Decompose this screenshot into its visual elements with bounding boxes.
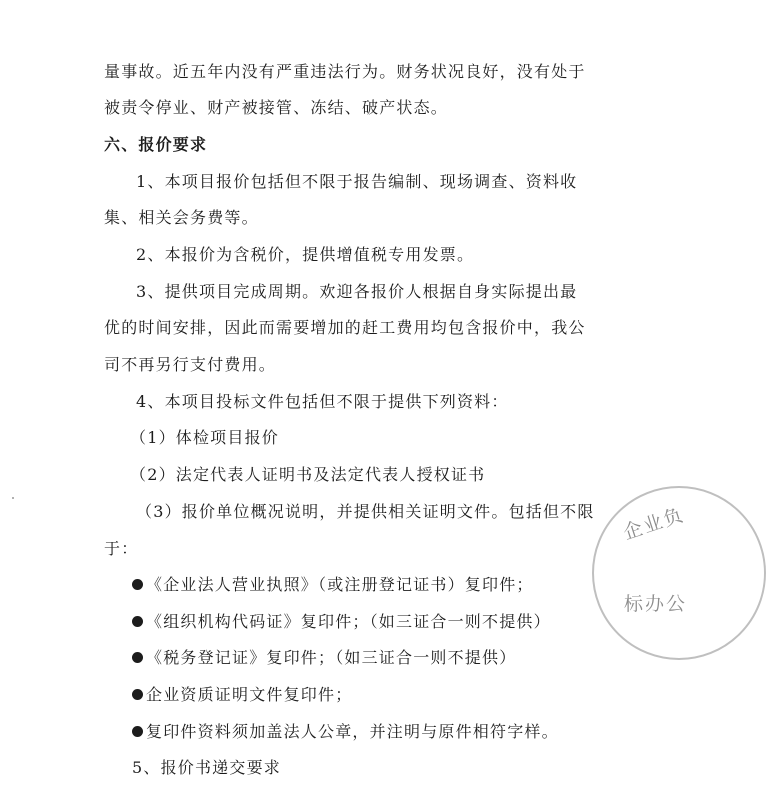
paragraph-line: 4、本项目投标文件包括但不限于提供下列资料： — [136, 392, 509, 411]
paragraph-line: 5、报价书递交要求 — [132, 758, 281, 777]
seal-stamp-text: 企业负 — [620, 503, 688, 545]
bullet-item — [132, 722, 559, 742]
paragraph-line: 被责令停业、财产被接管、冻结、破产状态。 — [104, 98, 449, 117]
paragraph-line: 2、本报价为含税价，提供增值税专用发票。 — [136, 245, 475, 264]
paragraph-line: 司不再另行支付费用。 — [104, 355, 277, 374]
list-item: （2）法定代表人证明书及法定代表人授权证书 — [130, 465, 486, 484]
bullet-text: 复印件资料须加盖法人公章，并注明与原件相符字样。 — [146, 722, 559, 741]
paragraph-line: 集、相关会务费等。 — [104, 208, 259, 227]
bullet-text: 《税务登记证》复印件；（如三证合一则不提供） — [146, 648, 517, 667]
paragraph-line: 于： — [104, 539, 139, 558]
bullet-text: 企业资质证明文件复印件； — [146, 685, 353, 704]
paragraph-line: 1、本项目报价包括但不限于报告编制、现场调查、资料收 — [136, 172, 578, 191]
bullet-text: 《企业法人营业执照》（或注册登记证书）复印件； — [146, 575, 534, 594]
scan-speck — [12, 497, 14, 499]
bullet-text: 《组织机构代码证》复印件；（如三证合一则不提供） — [146, 612, 551, 631]
seal-stamp-text: 标办公 — [624, 593, 688, 615]
bullet-dot — [132, 579, 143, 590]
bullet-dot — [132, 726, 143, 737]
paragraph-line: 3、提供项目完成周期。欢迎各报价人根据自身实际提出最 — [136, 282, 578, 301]
bullet-dot — [132, 616, 143, 627]
list-item: （1）体检项目报价 — [130, 428, 279, 447]
bullet-item — [132, 685, 352, 705]
paragraph-line: 量事故。近五年内没有严重违法行为。财务状况良好，没有处于 — [104, 62, 586, 81]
section-heading-pricing: 六、报价要求 — [104, 135, 208, 154]
list-item: （3）报价单位概况说明，并提供相关证明文件。包括但不限 — [136, 502, 595, 521]
bullet-dot — [132, 652, 143, 663]
bullet-dot — [132, 689, 143, 700]
bullet-item — [132, 648, 516, 668]
bullet-item — [132, 612, 551, 632]
bullet-item — [132, 575, 534, 595]
paragraph-line: 优的时间安排，因此而需要增加的赶工费用均包含报价中，我公 — [104, 318, 586, 337]
